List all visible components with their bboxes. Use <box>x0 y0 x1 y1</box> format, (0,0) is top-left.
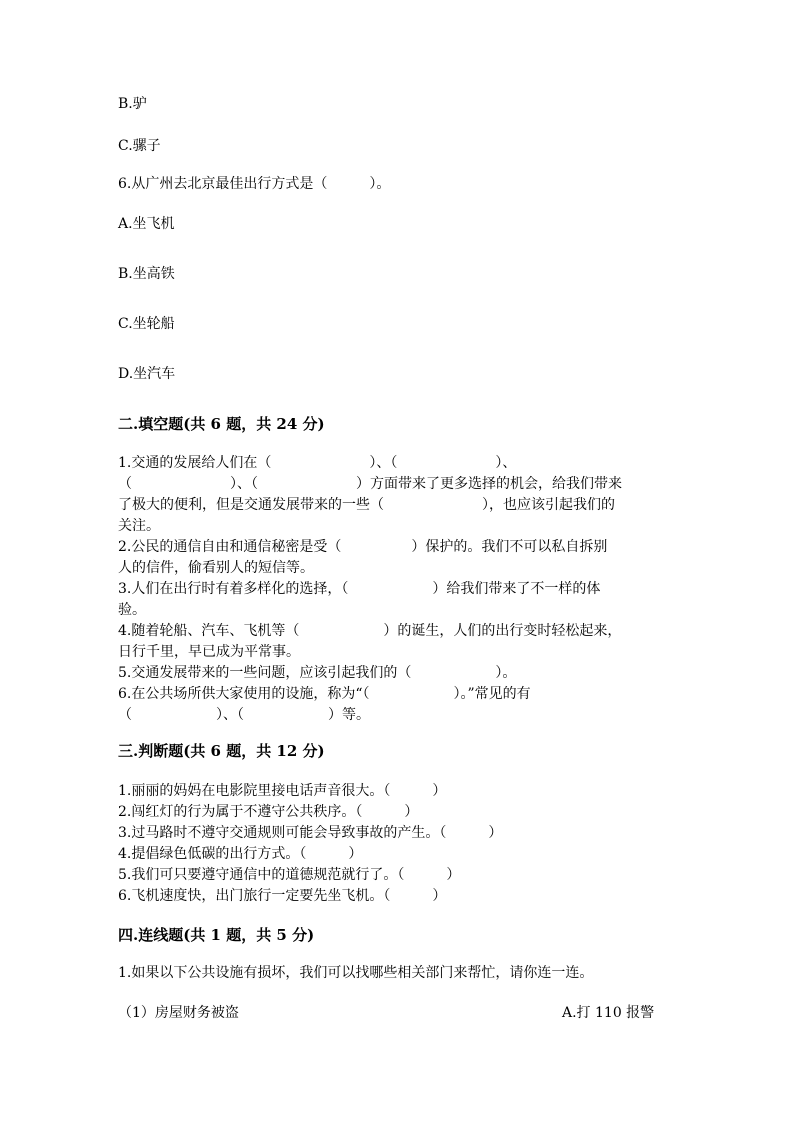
fill-line: 2.公民的通信自由和通信秘密是受（ ）保护的。我们不可以私自拆别 <box>118 539 608 555</box>
option-c: C.骡子 <box>118 138 161 154</box>
judge-line: 1.丽丽的妈妈在电影院里接电话声音很大。（ ） <box>118 783 447 799</box>
fill-line: 人的信件，偷看别人的短信等。 <box>118 560 314 576</box>
fill-line: （ ）、（ ）方面带来了更多选择的机会，给我们带来 <box>118 476 622 492</box>
fill-line: 日行千里，早已成为平常事。 <box>118 644 300 660</box>
q6-option-c: C.坐轮船 <box>118 316 175 332</box>
fill-line: （ ）、（ ）等。 <box>118 707 370 723</box>
option-b: B.驴 <box>118 96 147 112</box>
fill-line: 关注。 <box>118 518 160 534</box>
matching-right-item: A.打 110 报警 <box>562 1005 655 1021</box>
section-2-heading: 二.填空题(共 6 题，共 24 分) <box>118 415 325 433</box>
judge-line: 5.我们可只要遵守通信中的道德规范就行了。（ ） <box>118 867 461 883</box>
q6-option-a: A.坐飞机 <box>118 216 175 232</box>
fill-line: 5.交通发展带来的一些问题，应该引起我们的（ ）。 <box>118 665 517 681</box>
judge-line: 3.过马路时不遵守交通规则可能会导致事故的产生。（ ） <box>118 825 503 841</box>
fill-line: 了极大的便利，但是交通发展带来的一些（ ），也应该引起我们的 <box>118 497 615 513</box>
section-4-heading: 四.连线题(共 1 题，共 5 分) <box>118 926 315 944</box>
judge-line: 6.飞机速度快，出门旅行一定要先坐飞机。（ ） <box>118 888 447 904</box>
judge-line: 2.闯红灯的行为属于不遵守公共秩序。（ ） <box>118 804 419 820</box>
fill-line: 3.人们在出行时有着多样化的选择，（ ）给我们带来了不一样的体 <box>118 581 601 597</box>
section-3-heading: 三.判断题(共 6 题，共 12 分) <box>118 742 325 760</box>
matching-question-stem: 1.如果以下公共设施有损坏，我们可以找哪些相关部门来帮忙，请你连一连。 <box>118 965 594 981</box>
judge-line: 4.提倡绿色低碳的出行方式。（ ） <box>118 846 363 862</box>
fill-line: 验。 <box>118 602 146 618</box>
q6-option-d: D.坐汽车 <box>118 366 176 382</box>
fill-line: 4.随着轮船、汽车、飞机等（ ）的诞生，人们的出行变时轻松起来， <box>118 623 622 639</box>
fill-line: 6.在公共场所供大家使用的设施，称为“（ ）。”常见的有 <box>118 686 531 702</box>
question-6-stem: 6.从广州去北京最佳出行方式是（ ）。 <box>118 176 391 192</box>
matching-left-item: （1）房屋财务被盗 <box>118 1005 239 1021</box>
fill-line: 1.交通的发展给人们在（ ）、（ ）、 <box>118 455 517 471</box>
q6-option-b: B.坐高铁 <box>118 266 175 282</box>
